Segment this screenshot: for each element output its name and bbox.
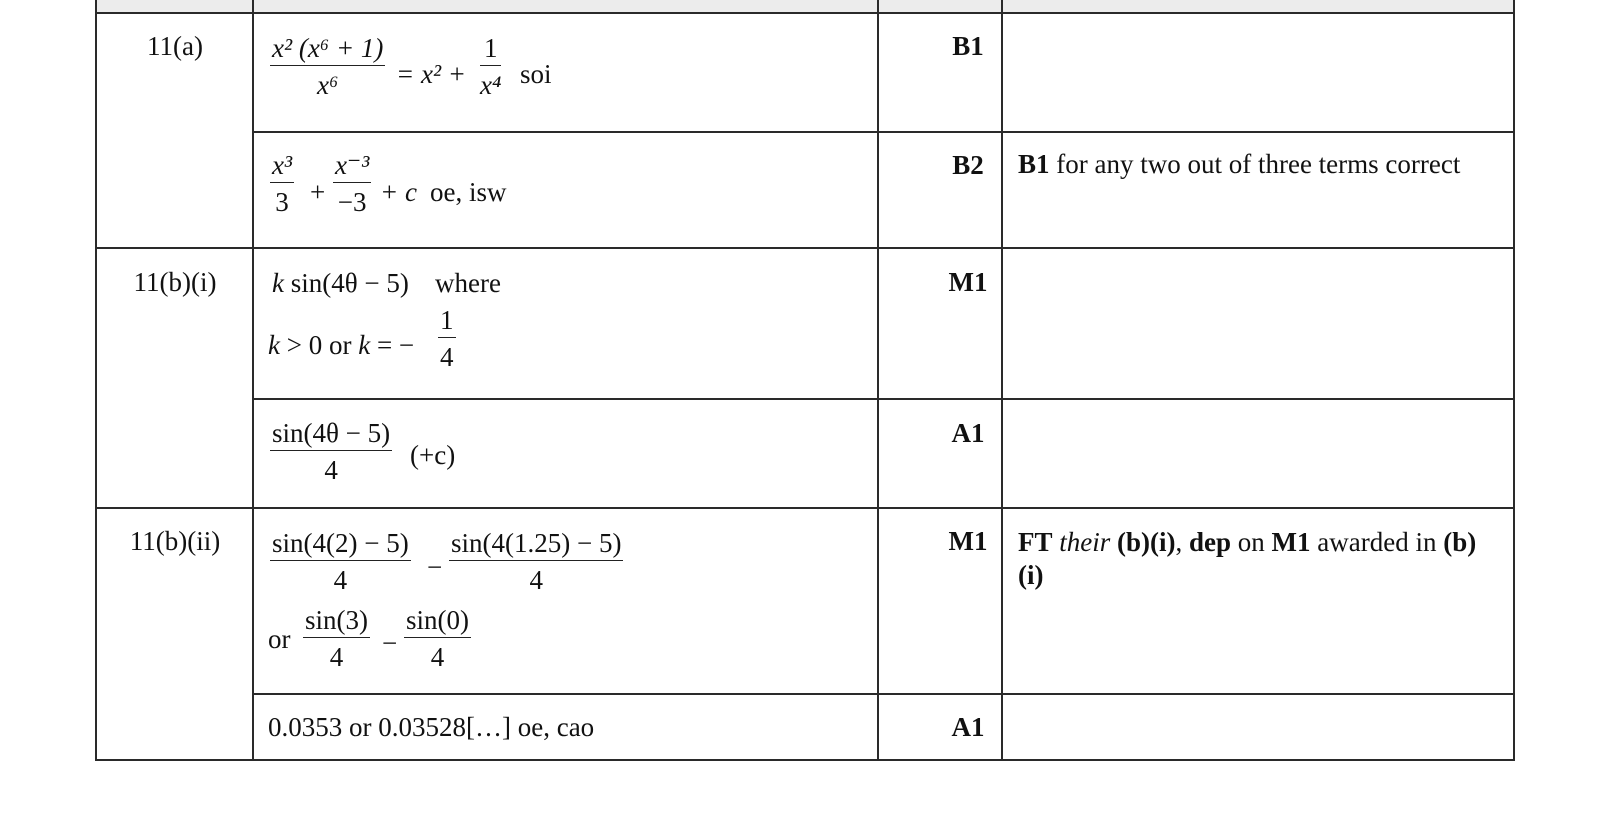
fraction-denominator: 3	[275, 187, 289, 217]
guidance-body: ,	[1175, 527, 1189, 557]
fraction	[438, 305, 456, 372]
or-connector: or	[268, 624, 291, 654]
row-divider	[96, 247, 1514, 249]
fraction-numerator: 1	[480, 33, 501, 66]
fraction-denominator: 4	[529, 565, 543, 595]
fraction	[449, 528, 623, 595]
fraction-denominator: 4	[430, 642, 445, 672]
table-bottom-border	[96, 759, 1514, 761]
guidance-bold: dep	[1189, 527, 1232, 557]
answer-note: where	[435, 268, 501, 298]
condition-text: > 0 or	[279, 330, 359, 360]
fraction-denominator: x⁶	[317, 70, 339, 100]
mark-code: B2	[952, 150, 984, 180]
guidance-body: for any two out of three terms correct	[1049, 149, 1461, 179]
guidance-body: awarded in	[1310, 527, 1444, 557]
row-divider	[253, 398, 1514, 400]
fraction-denominator: 4	[324, 455, 338, 485]
minus-sign: −	[382, 628, 398, 658]
column-divider	[1001, 0, 1003, 761]
fraction	[270, 150, 294, 217]
answer-note: soi	[520, 59, 552, 89]
fraction	[480, 33, 501, 100]
guidance-body: on	[1231, 527, 1272, 557]
fraction-numerator: sin(4θ − 5)	[270, 418, 392, 451]
fraction	[270, 33, 385, 100]
guidance-text	[1018, 148, 1498, 181]
mark-code: A1	[951, 712, 985, 742]
guidance-italic: their	[1052, 527, 1118, 557]
column-divider	[252, 0, 254, 761]
minus-sign: −	[427, 552, 443, 582]
fraction-denominator: −3	[337, 187, 367, 217]
answer-note: (+c)	[410, 440, 456, 470]
guidance-mark: B1	[1018, 149, 1050, 179]
mark-code: M1	[948, 267, 988, 297]
fraction-denominator: 4	[333, 565, 348, 595]
row-divider	[96, 12, 1514, 14]
fraction-denominator: 4	[440, 342, 454, 372]
row-divider	[253, 693, 1514, 695]
fraction-numerator: sin(4(1.25) − 5)	[449, 528, 623, 561]
fraction-denominator: 4	[329, 642, 344, 672]
fraction-numerator: sin(4(2) − 5)	[270, 528, 411, 561]
fraction-numerator: sin(3)	[303, 605, 370, 638]
question-number: 11(b)(i)	[133, 267, 217, 297]
guidance-text	[1018, 526, 1498, 592]
guidance-bold: FT	[1018, 527, 1053, 557]
fraction	[333, 150, 371, 217]
fraction-numerator: x³	[270, 150, 294, 183]
variable-k: k	[272, 268, 284, 298]
fraction-numerator: sin(0)	[404, 605, 471, 638]
guidance-bold: (b)(i)	[1117, 527, 1176, 557]
answer-expression: sin(4θ − 5)	[283, 268, 409, 298]
final-answer: 0.0353 or 0.03528[…] oe, cao	[268, 712, 595, 742]
guidance-bold: M1	[1271, 527, 1311, 557]
plus-sign: +	[310, 177, 326, 207]
mark-code: M1	[948, 526, 988, 556]
fraction	[404, 605, 471, 672]
fraction	[270, 528, 411, 595]
fraction-numerator: x² (x⁶ + 1)	[270, 33, 385, 66]
fraction-numerator: 1	[438, 305, 456, 338]
fraction	[303, 605, 370, 672]
row-divider	[96, 507, 1514, 509]
fraction	[270, 418, 392, 485]
fraction-numerator: x⁻³	[333, 150, 371, 183]
answer-note: oe, isw	[430, 177, 507, 207]
row-divider	[253, 131, 1514, 133]
answer-condition	[268, 330, 414, 360]
equation-text: = x² +	[396, 59, 467, 89]
guidance-bold: (b)(i)	[1018, 527, 1477, 590]
variable-k: k	[268, 330, 280, 360]
column-divider	[95, 0, 97, 761]
variable-k: k	[358, 330, 371, 360]
answer-line	[272, 268, 409, 298]
fraction-denominator: x⁴	[480, 70, 502, 100]
mark-code: A1	[951, 418, 985, 448]
column-divider	[1513, 0, 1515, 761]
constant-term: + c	[380, 177, 417, 207]
mark-code: B1	[952, 31, 984, 61]
column-divider	[877, 0, 879, 761]
question-number: 11(a)	[147, 31, 203, 61]
condition-text: = −	[370, 330, 415, 360]
question-number: 11(b)(ii)	[129, 526, 221, 556]
